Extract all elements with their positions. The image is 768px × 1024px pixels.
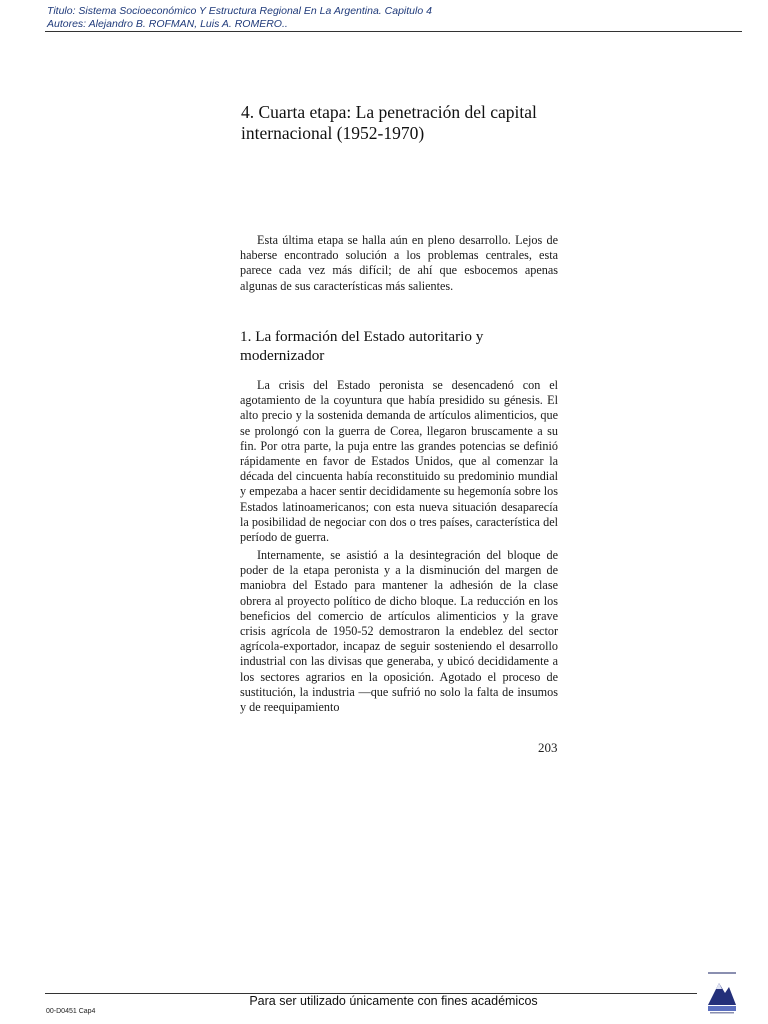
section-paragraph-2: Internamente, se asistió a la desintegración del bloque de poder de la etapa peronista y a la disminución del margen de maniobra del Estado para mantener la adhesión de la clase obrera al proyecto político de dicho bloque. La reducción en los beneficios del comercio de artículos alimenticios y la grave crisis agrícola de 1950-52 demostraron la endeblez del sector agrícola-exportador, incapaz de seguir sosteniendo el desarrollo industrial con las divisas que generaba, y ubicó decididamente a los sectores agrarios en la oposición. Agotado el proceso de sustitución, la industria —que sufrió no solo la falta de insumos y de reequipamiento — [240, 548, 558, 715]
section-title-line1: 1. La formación del Estado autoritario y — [240, 328, 484, 345]
chapter-title-line2: internacional (1952-1970) — [241, 123, 425, 143]
section-title-line2: modernizador — [240, 346, 325, 364]
header-title-line: Titulo: Sistema Socioeconómico Y Estructura Regional En La Argentina. Capitulo 4 — [47, 5, 432, 17]
section-title — [240, 328, 558, 366]
header-authors-line: Autores: Alejandro B. ROFMAN, Luis A. ROMERO.. — [47, 17, 288, 30]
document-header — [47, 5, 432, 30]
institution-logo-icon — [706, 969, 738, 1015]
footer-notice: Para ser utilizado únicamente con fines académicos — [249, 994, 538, 1008]
page-number: 203 — [538, 740, 558, 755]
header-divider — [45, 31, 742, 32]
chapter-title-line1: 4. Cuarta etapa: La penetración del capital — [241, 102, 537, 122]
footer-code: 00-D0451 Cap4 — [46, 1008, 96, 1015]
chapter-title — [241, 102, 571, 144]
intro-paragraph: Esta última etapa se halla aún en pleno desarrollo. Lejos de haberse encontrado solución a los problemas centrales, esta parece cada vez más difícil; de ahí que esbocemos apenas algunas de sus características más salientes. — [240, 233, 558, 293]
section-paragraph-1: La crisis del Estado peronista se desencadenó con el agotamiento de la coyuntura que había presidido su génesis. El alto precio y la sostenida demanda de artículos alimenticios, que se prolongó con la guerra de Corea, llegaron bruscamente a su fin. Por otra parte, la puja entre las grandes potencias se definió rápidamente en favor de Estados Unidos, que al comenzar la década del cincuenta había reconstituido su predominio mundial y empezaba a hacer sentir decididamente su hegemonía sobre los Estados latinoamericanos; con esta nueva situación desaparecía la posibilidad de negociar con dos o tres países, característica del período de guerra. — [240, 378, 558, 545]
